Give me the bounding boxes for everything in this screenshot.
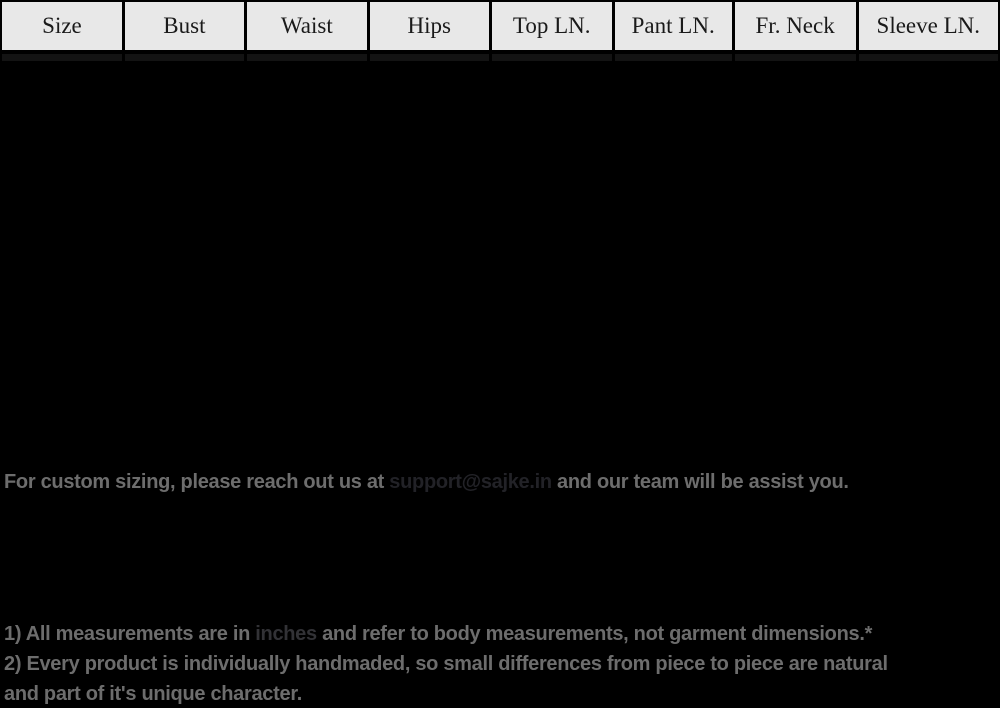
note-measurements <box>4 619 996 649</box>
note-1-prefix: 1) All measurements are in <box>4 623 256 645</box>
table-cell <box>859 54 998 61</box>
custom-sizing-suffix: and our team will be assist you. <box>551 471 849 493</box>
note-1-inches-highlight: inches <box>255 623 317 645</box>
table-cell <box>247 54 367 61</box>
header-cell-sleeve-length: Sleeve LN. <box>859 2 998 50</box>
header-cell-size: Size <box>2 2 122 50</box>
size-chart-notes <box>4 619 996 708</box>
header-cell-waist: Waist <box>247 2 367 50</box>
note-handmade-line-1: 2) Every product is individually handmaded, so small differences from piece to piece are natural <box>4 653 888 675</box>
header-cell-front-neck: Fr. Neck <box>735 2 856 50</box>
note-handmade-line-2: and part of it's unique character. <box>4 683 302 705</box>
header-cell-hips: Hips <box>370 2 489 50</box>
note-1-suffix: and refer to body measurements, not garment dimensions.* <box>316 623 873 645</box>
header-cell-bust: Bust <box>125 2 244 50</box>
table-cell <box>615 54 732 61</box>
table-cell <box>370 54 489 61</box>
header-cell-top-length: Top LN. <box>492 2 612 50</box>
custom-sizing-text <box>4 468 996 496</box>
table-cell <box>125 54 244 61</box>
support-email-link[interactable]: support@sajke.in <box>389 471 552 493</box>
table-cell <box>735 54 856 61</box>
custom-sizing-prefix: For custom sizing, please reach out us at <box>4 471 390 493</box>
size-chart-header-row <box>0 0 1000 54</box>
table-cell <box>2 54 122 61</box>
header-cell-pant-length: Pant LN. <box>615 2 732 50</box>
table-row <box>0 54 1000 61</box>
table-cell <box>492 54 612 61</box>
